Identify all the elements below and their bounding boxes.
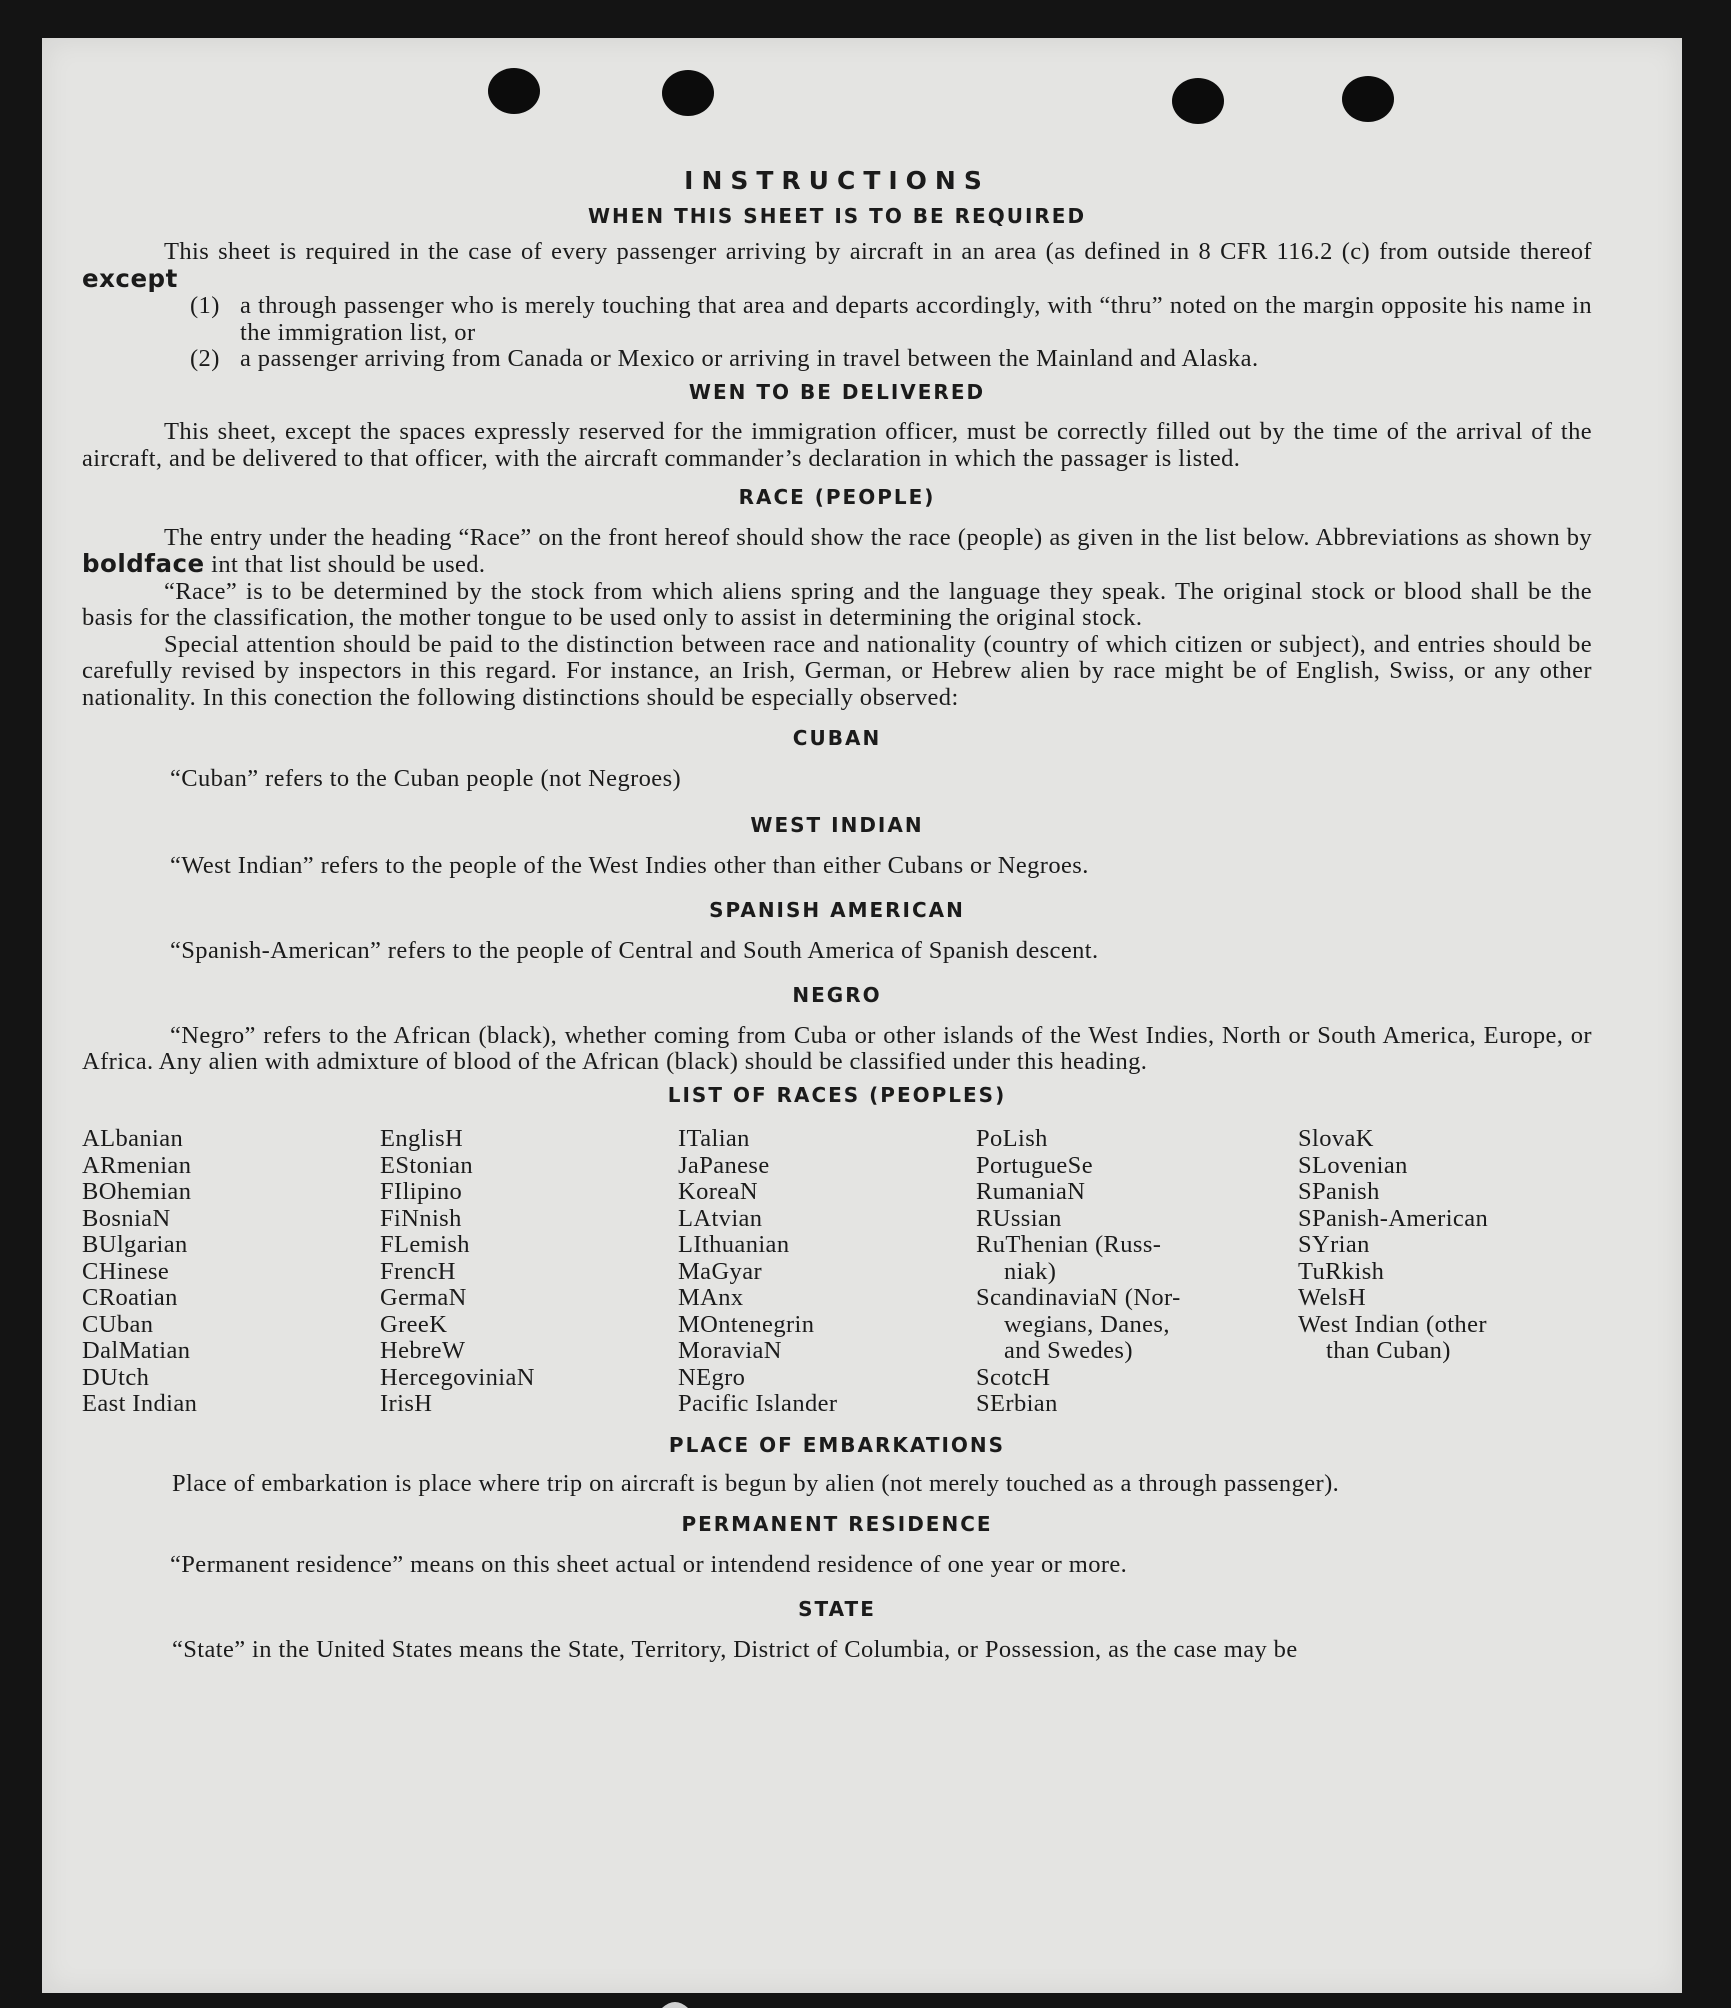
item-number: (1) [190, 292, 220, 319]
race-entry: TuRkish [1298, 1257, 1385, 1285]
state-definition: “State” in the United States means the State, Territory, District of Columbia, or Possession, as the case may be [172, 1635, 1298, 1663]
race-entry: MAnx [678, 1284, 744, 1311]
race-entry: Pacific Islander [678, 1390, 838, 1417]
page-title: INSTRUCTIONS [684, 166, 990, 195]
races-list [82, 1126, 1592, 1424]
race-entry: CRoatian [82, 1284, 178, 1311]
edge-mark-icon [660, 1996, 690, 2008]
race-entry: BOhemian [82, 1178, 192, 1205]
race-entry: FIlipino [380, 1178, 463, 1205]
race-entry: BosniaN [82, 1204, 171, 1232]
race-entry: LAtvian [678, 1204, 763, 1232]
races-column-2 [380, 1126, 535, 1418]
race-entry: MaGyar [678, 1257, 763, 1285]
race-entry: SlovaK [1298, 1125, 1374, 1152]
boldface-word: boldface [82, 549, 205, 578]
race-entry: CHinese [82, 1257, 170, 1285]
west-indian-definition: “West Indian” refers to the people of the West Indies other than either Cubans or Negroes. [170, 851, 1089, 879]
races-column-5 [1298, 1126, 1488, 1365]
race-entry: IrisH [380, 1390, 433, 1417]
race-entry: SPanish-American [1298, 1204, 1489, 1232]
race-entry-continued: than Cuban) [1326, 1337, 1451, 1364]
required-intro [82, 239, 1592, 293]
race-entry: HercegoviniaN [380, 1363, 535, 1391]
heading-list-of-races: LIST OF RACES (PEOPLES) [667, 1082, 1007, 1107]
race-entry: HebreW [380, 1337, 466, 1364]
heading-state: STATE [798, 1597, 876, 1621]
race-entry: NEgro [678, 1363, 746, 1391]
race-entry: RUssian [976, 1204, 1062, 1232]
exception-item-2 [190, 346, 1592, 373]
punch-hole [1342, 76, 1394, 122]
race-entry: ScotcH [976, 1363, 1051, 1391]
race-entry: PortugueSe [976, 1151, 1093, 1179]
race-entry: DalMatian [82, 1337, 191, 1364]
heading-cuban: CUBAN [792, 726, 882, 750]
punch-hole [488, 68, 540, 114]
races-column-3 [678, 1126, 837, 1418]
race-entry-continued: niak) [1004, 1257, 1057, 1285]
race-entry: FLemish [380, 1231, 470, 1258]
required-intro-text: This sheet is required in the case of every passenger arriving by aircraft in an area (as defined in 8 CFR 116.2 (c) from outside thereof [164, 238, 1592, 265]
heading-race: RACE (PEOPLE) [738, 485, 936, 509]
heading-when-required: WHEN THIS SHEET IS TO BE REQUIRED [587, 203, 1087, 228]
punch-hole [1172, 78, 1224, 124]
race-entry: SPanish [1298, 1178, 1380, 1205]
race-entry: FiNnish [380, 1204, 462, 1232]
race-entry: GreeK [380, 1310, 448, 1338]
race-entry: JaPanese [678, 1151, 770, 1179]
race-entry: CUban [82, 1310, 154, 1338]
embarkation-definition: Place of embarkation is place where trip on aircraft is begun by alien (not merely touched as a through passenger). [172, 1469, 1340, 1497]
cuban-definition: “Cuban” refers to the Cuban people (not Negroes) [170, 764, 682, 792]
except-bold: except [82, 263, 178, 293]
race-entry: SErbian [976, 1390, 1058, 1417]
exception-item-1 [190, 293, 1592, 346]
races-column-1 [82, 1126, 197, 1418]
heading-spanish-american: SPANISH AMERICAN [709, 898, 965, 922]
residence-definition: “Permanent residence” means on this sheet actual or intendend residence of one year or more. [170, 1550, 1128, 1578]
race-entry: RumaniaN [976, 1178, 1086, 1205]
item-number: (2) [190, 345, 220, 372]
race-entry: East Indian [82, 1390, 198, 1417]
race-entry: ARmenian [82, 1151, 192, 1179]
race-entry: ALbanian [82, 1125, 184, 1152]
heading-place-of-embarkation: PLACE OF EMBARKATIONS [668, 1433, 1006, 1457]
race-entry: MOntenegrin [678, 1310, 815, 1338]
race-entry: SYrian [1298, 1231, 1370, 1258]
instructions-content [82, 168, 1592, 1663]
race-entry: FrencH [380, 1257, 456, 1285]
race-entry: ScandinaviaN (Nor- [976, 1284, 1181, 1311]
race-entry: EnglisH [380, 1125, 464, 1152]
race-entry: DUtch [82, 1363, 150, 1391]
race-p1-text-end: int that list should be used. [211, 551, 486, 578]
races-column-4 [976, 1126, 1181, 1418]
race-entry: BUlgarian [82, 1231, 188, 1258]
race-entry: WelsH [1298, 1284, 1367, 1311]
heading-west-indian: WEST INDIAN [750, 813, 924, 837]
race-entry: RuThenian (Russ- [976, 1231, 1162, 1258]
race-entry: PoLish [976, 1125, 1048, 1152]
race-paragraph-1 [82, 525, 1592, 579]
race-paragraph-2: “Race” is to be determined by the stock from which aliens spring and the language they speak. The original stock or blood shall be the basis for the classification, the mother tongue to be used only to assist in determining the original stock. [82, 577, 1592, 631]
race-entry-continued: and Swedes) [1004, 1337, 1133, 1364]
race-entry: West Indian (other [1298, 1310, 1487, 1338]
race-entry: SLovenian [1298, 1151, 1408, 1179]
race-entry: ITalian [678, 1125, 750, 1152]
race-p1-text: The entry under the heading “Race” on the front hereof should show the race (people) as given in the list below. Abbreviations as shown by [164, 523, 1592, 551]
heading-when-delivered: WEN TO BE DELIVERED [688, 379, 986, 404]
race-entry: MoraviaN [678, 1337, 782, 1364]
item-text: a through passenger who is merely touching that area and departs accordingly, with “thru” noted on the margin opposite his name in the immigration list, or [240, 292, 1592, 346]
race-entry: EStonian [380, 1151, 474, 1179]
spanish-american-definition: “Spanish-American” refers to the people of Central and South America of Spanish descent. [170, 936, 1099, 964]
negro-definition: “Negro” refers to the African (black), whether coming from Cuba or other islands of the West Indies, North or South America, Europe, or Africa. Any alien with admixture of blood of the African (black) should be classified under this heading. [82, 1021, 1592, 1075]
race-entry: GermaN [380, 1284, 467, 1311]
race-entry: KoreaN [678, 1178, 758, 1205]
race-paragraph-3: Special attention should be paid to the distinction between race and nationality (country of which citizen or subject), and entries should be carefully revised by inspectors in this regard. For instance, an Irish, German, or Hebrew alien by race might be of English, Swiss, or any other nationality. In this conection the following distinctions should be especially observed: [82, 630, 1592, 711]
document-sheet [42, 38, 1682, 1993]
race-entry: LIthuanian [678, 1231, 790, 1258]
delivered-paragraph: This sheet, except the spaces expressly reserved for the immigration officer, must be correctly filled out by the time of the arrival of the aircraft, and be delivered to that officer, with the aircraft commander’s declaration in which the passager is listed. [82, 418, 1592, 472]
heading-negro: NEGRO [792, 983, 882, 1007]
heading-permanent-residence: PERMANENT RESIDENCE [681, 1512, 993, 1536]
race-entry-continued: wegians, Danes, [1004, 1310, 1170, 1338]
item-text: a passenger arriving from Canada or Mexico or arriving in travel between the Mainland and Alaska. [240, 345, 1259, 372]
punch-hole [662, 70, 714, 116]
